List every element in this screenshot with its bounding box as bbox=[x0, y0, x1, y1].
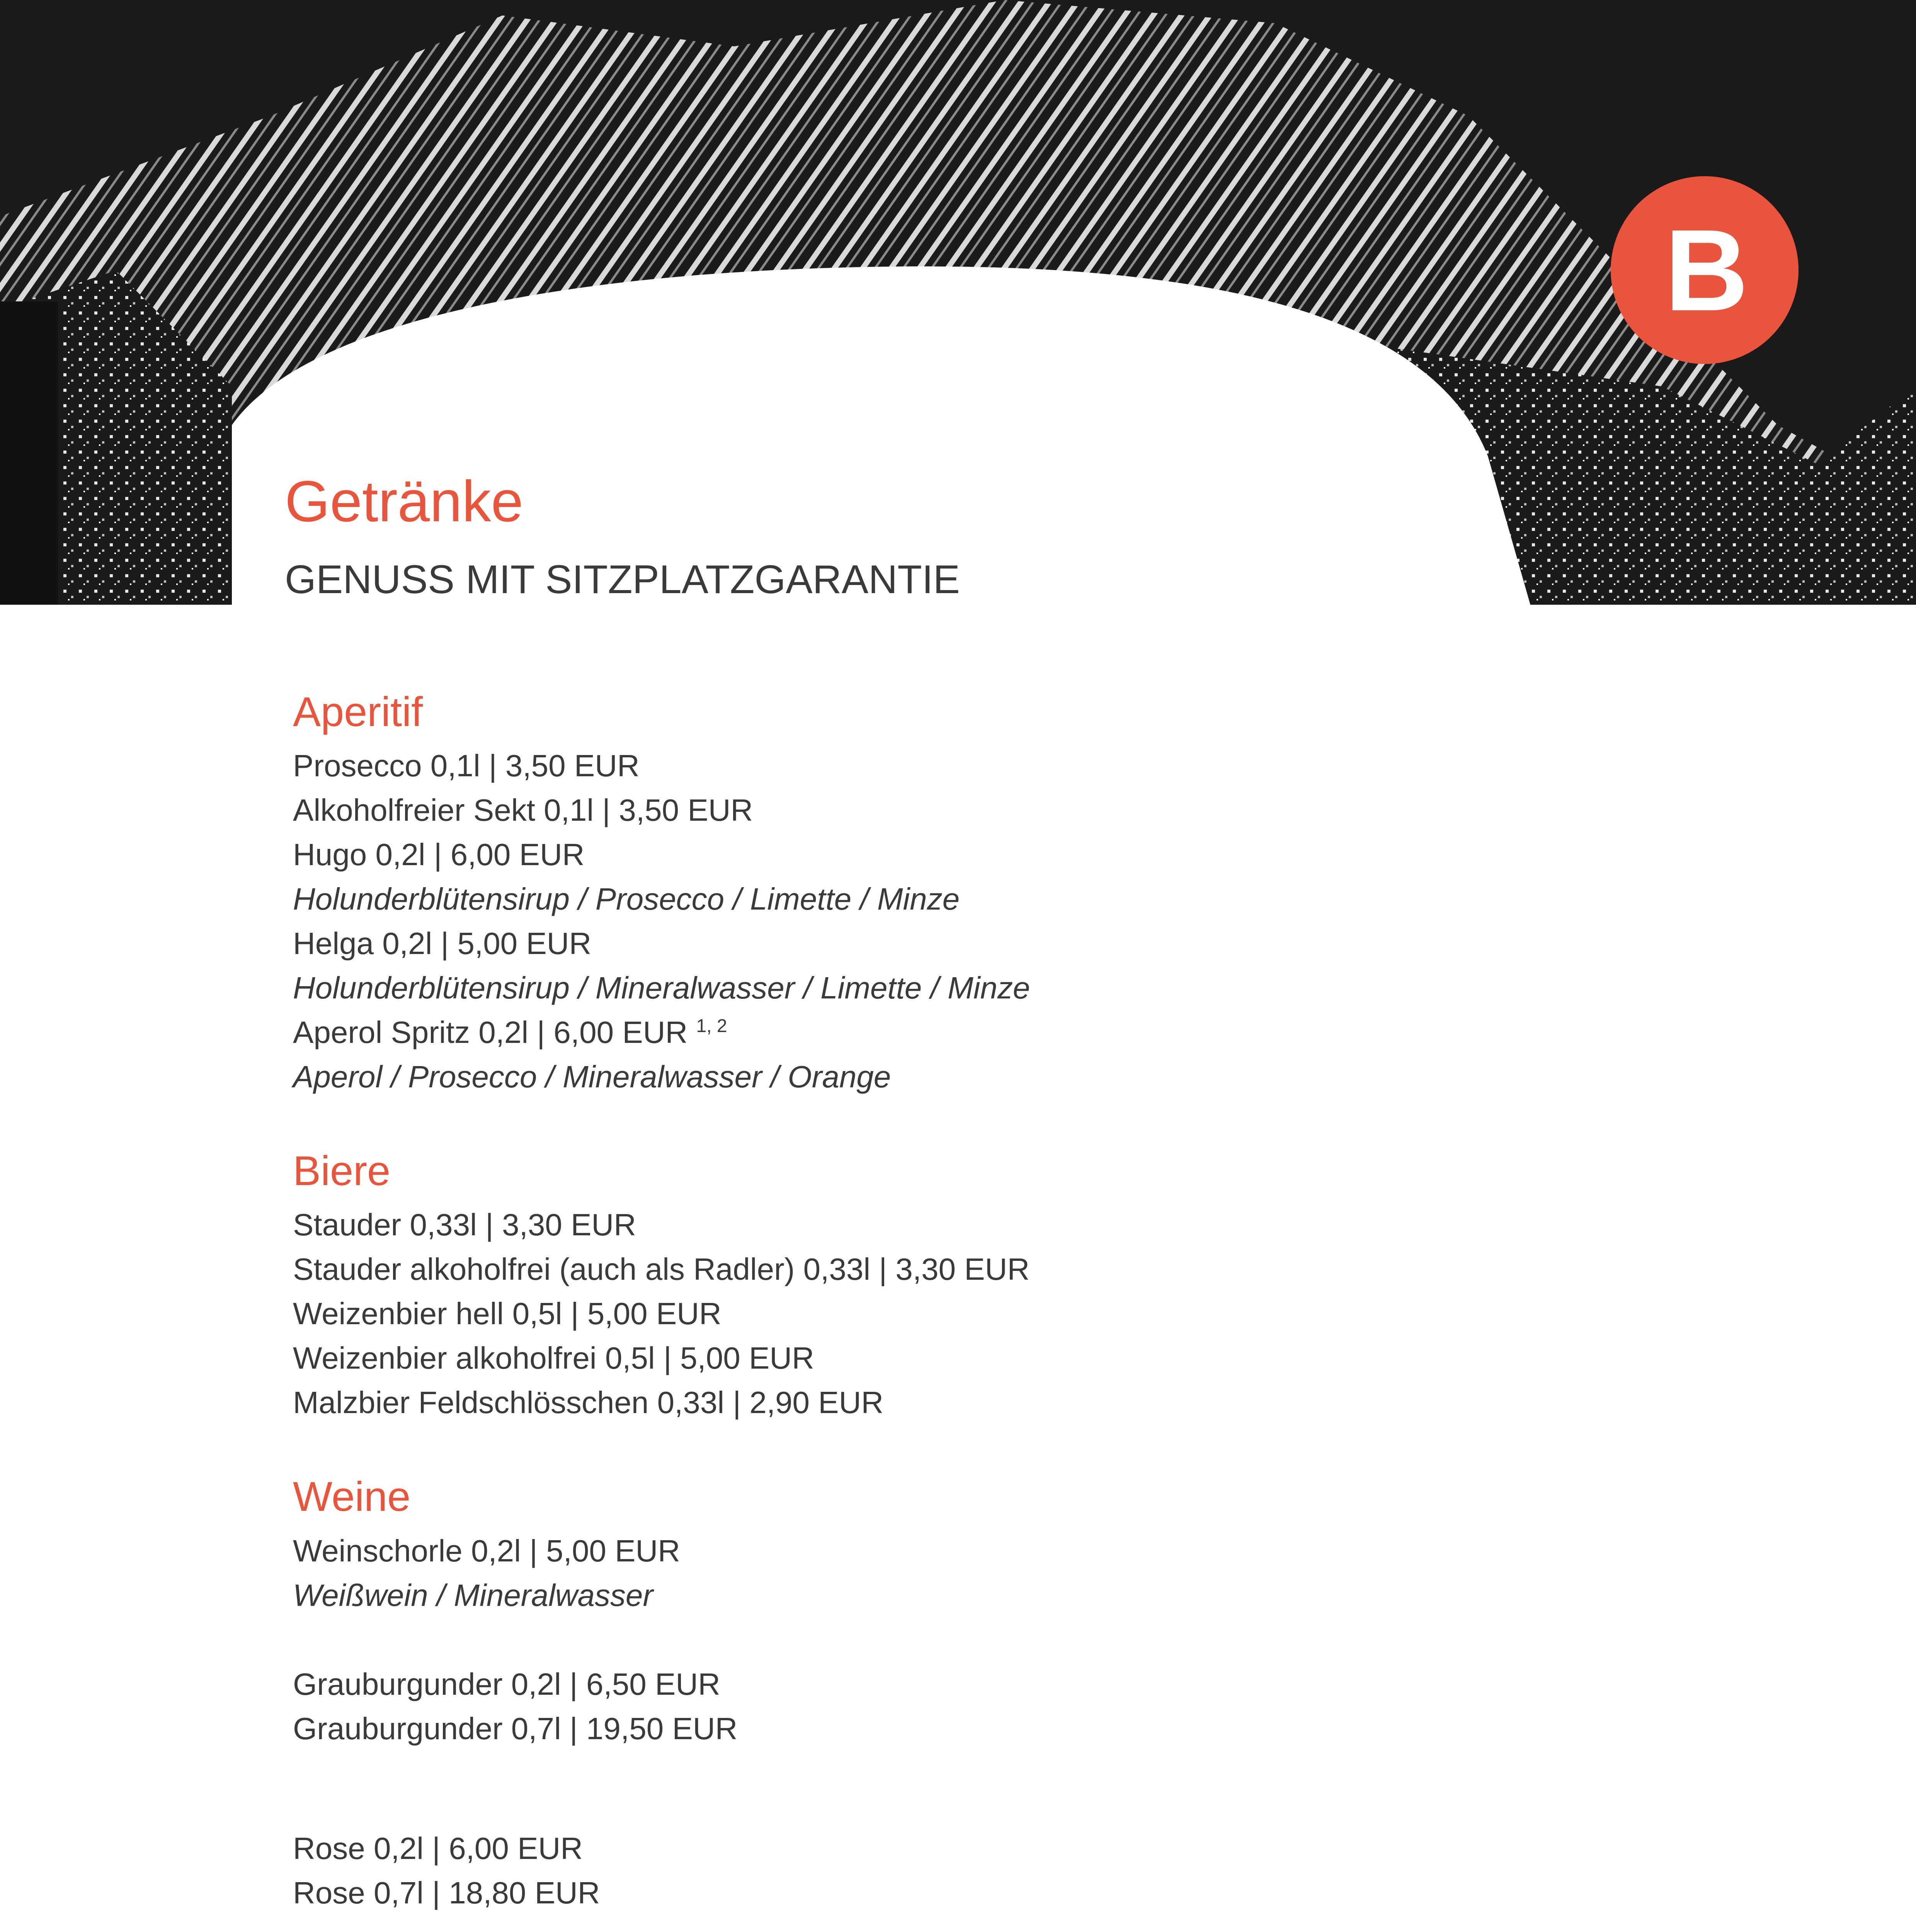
footnote-marker: 1, 2 bbox=[696, 1016, 727, 1037]
section-heading-biere: Biere bbox=[293, 1147, 391, 1194]
menu-item-aperol bbox=[293, 1010, 1645, 1054]
menu-item-description: Weißwein / Mineralwasser bbox=[293, 1578, 653, 1612]
menu-item: Grauburgunder 0,2l | 6,50 EUR bbox=[293, 1667, 720, 1701]
brand-logo bbox=[1611, 176, 1799, 364]
menu-item: Alkoholfreier Sekt 0,1l | 3,50 EUR bbox=[293, 793, 753, 828]
section-heading-weine: Weine bbox=[293, 1473, 411, 1520]
menu-item: Stauder 0,33l | 3,30 EUR bbox=[293, 1208, 636, 1242]
menu-item-description: Holunderblütensirup / Mineralwasser / Limette / Minze bbox=[293, 971, 1030, 1005]
menu-item: Rose 0,7l | 18,80 EUR bbox=[293, 1875, 600, 1910]
menu-item: Stauder alkoholfrei (auch als Radler) 0,33l | 3,30 EUR bbox=[293, 1252, 1030, 1287]
page-subtitle: GENUSS MIT SITZPLATZGARANTIE bbox=[285, 557, 960, 602]
menu-item: Helga 0,2l | 5,00 EUR bbox=[293, 926, 592, 961]
logo-letter: B bbox=[1664, 205, 1745, 335]
menu-item: Weizenbier hell 0,5l | 5,00 EUR bbox=[293, 1296, 721, 1331]
menu-item: Grauburgunder 0,7l | 19,50 EUR bbox=[293, 1711, 738, 1746]
drinks-menu bbox=[293, 688, 1645, 1932]
menu-item: Prosecco 0,1l | 3,50 EUR bbox=[293, 748, 640, 783]
menu-item: Weizenbier alkoholfrei 0,5l | 5,00 EUR bbox=[293, 1341, 814, 1376]
menu-item-description: Holunderblütensirup / Prosecco / Limette / Minze bbox=[293, 882, 960, 917]
section-weine bbox=[293, 1473, 1645, 1932]
menu-item: Malzbier Feldschlösschen 0,33l | 2,90 EUR bbox=[293, 1385, 884, 1420]
menu-item-label: Aperol Spritz 0,2l | 6,00 EUR bbox=[293, 1015, 688, 1050]
menu-item-description: Aperol / Prosecco / Mineralwasser / Orange bbox=[293, 1060, 891, 1094]
menu-item: Rose 0,2l | 6,00 EUR bbox=[293, 1831, 583, 1866]
section-heading-aperitif: Aperitif bbox=[293, 688, 423, 735]
menu-item: Hugo 0,2l | 6,00 EUR bbox=[293, 837, 585, 872]
page-title: Getränke bbox=[285, 469, 523, 534]
menu-item: Weinschorle 0,2l | 5,00 EUR bbox=[293, 1533, 680, 1568]
section-aperitif bbox=[293, 688, 1645, 1099]
section-biere bbox=[293, 1147, 1645, 1425]
